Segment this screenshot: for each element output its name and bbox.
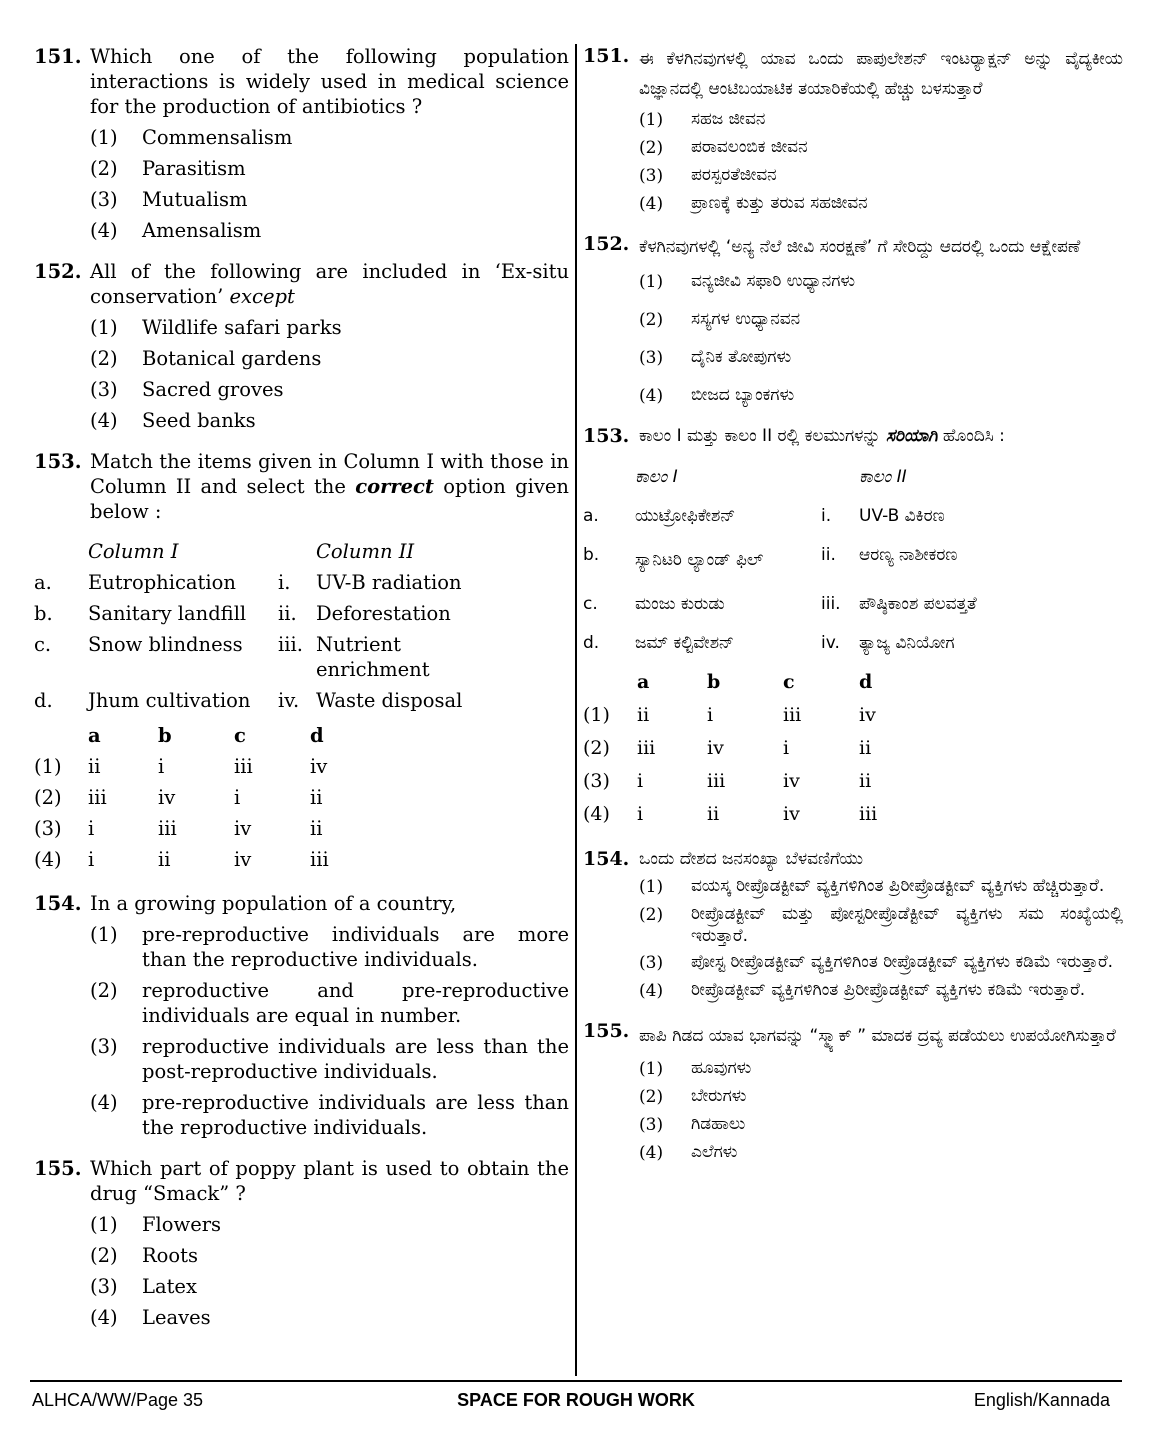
- answer-row: (2) iii iv i ii: [34, 786, 323, 809]
- column-header: Column I: [88, 540, 179, 563]
- option: (4) Seed banks: [90, 409, 256, 432]
- answer-table: a b c d (1) ii i iii iv (2) iii iv i ii (3) i iii iv ii (4) i ii iv iii: [583, 666, 877, 831]
- question-stem: ಪಾಪಿ ಗಿಡದ ಯಾವ ಭಾಗವನ್ನು “ಸ್ಮ್ಯಾಕ್ ” ಮಾದಕ ದ್ರವ್ಯ ಪಡೆಯಲು ಉಪಯೋಗಿಸುತ್ತಾರೆ: [639, 1026, 1116, 1046]
- option: (2) ಬೇರುಗಳು: [639, 1086, 747, 1107]
- english-column: [34, 44, 569, 1346]
- table-row: b. ಸ್ಯಾನಿಟರಿ ಲ್ಯಾಂಡ್ ಫಿಲ್ ii. ಆರಣ್ಯ ನಾಶೀಕರಣ: [583, 545, 958, 570]
- question-151-kannada: [583, 44, 1123, 216]
- table-row: d. Jhum cultivation iv. Waste disposal: [34, 689, 463, 712]
- answer-row: (2) iii iv i ii: [583, 737, 872, 759]
- question-153: [34, 449, 569, 875]
- answer-row: (4) i ii iv iii: [34, 848, 329, 871]
- footer-rule: [30, 1380, 1122, 1382]
- match-table: [34, 536, 476, 716]
- question-stem: ಕಾಲಂ I ಮತ್ತು ಕಾಲಂ II ರಲ್ಲಿ ಕಲಮುಗಳನ್ನು ಸರಿಯಾಗಿ ಹೊಂದಿಸಿ :: [639, 426, 1005, 446]
- option: (3) ಗಿಡಹಾಲು: [639, 1114, 746, 1135]
- question-number: 152.: [34, 260, 82, 283]
- option: (1) Commensalism: [90, 126, 293, 149]
- option: (4) Leaves: [90, 1306, 211, 1329]
- table-row: a. ಯುಟ್ರೋಫಿಕೇಶನ್ i. UV-B ವಿಕಿರಣ: [583, 506, 945, 526]
- option: (3) ಪರಸ್ಪರತೆಜೀವನ: [639, 165, 777, 186]
- column-header: ಕಾಲಂ II: [859, 467, 907, 487]
- option: (4) Amensalism: [90, 219, 262, 242]
- option: (3) Latex: [90, 1275, 197, 1298]
- option: (4) ಪ್ರಾಣಕ್ಕೆ ಕುತ್ತು ತರುವ ಸಹಜೀವನ: [639, 193, 868, 214]
- option: (1) Wildlife safari parks: [90, 316, 342, 339]
- option: (2) Roots: [90, 1244, 199, 1267]
- answer-row: (3) i iii iv ii: [34, 817, 323, 840]
- question-number: 151.: [583, 45, 630, 67]
- answer-row: (3) i iii iv ii: [583, 770, 872, 792]
- language-label: English/Kannada: [973, 1390, 1110, 1410]
- question-151: [34, 44, 569, 243]
- answer-row: (1) ii i iii iv: [583, 704, 876, 726]
- option: (2) Parasitism: [90, 157, 246, 180]
- question-stem: ಕೆಳಗಿನವುಗಳಲ್ಲಿ ‘ಅನ್ಯ ನೆಲೆ ಜೀವಿ ಸಂರಕ್ಷಣೆ’ ಗೆ ಸೇರಿದ್ದು ಆದರಲ್ಲಿ ಒಂದು ಆಕ್ಷೇಪಣೆ: [639, 237, 1081, 257]
- question-152-kannada: [583, 232, 1123, 408]
- kannada-column: [583, 44, 1123, 1181]
- match-table: [583, 462, 977, 658]
- question-155: [34, 1156, 569, 1330]
- answer-row: (1) ii i iii iv: [34, 755, 328, 778]
- question-155-kannada: [583, 1019, 1123, 1165]
- question-154: [34, 891, 569, 1140]
- table-row: a. Eutrophication i. UV-B radiation: [34, 571, 462, 594]
- page-code: ALHCA/WW/Page 35: [32, 1390, 204, 1410]
- question-number: 154.: [34, 892, 82, 915]
- table-row: d. ಜಮ್ ಕಲ್ಟಿವೇಶನ್ iv. ತ್ಯಾಜ್ಯ ವಿನಿಯೋಗ: [583, 633, 955, 653]
- question-number: 155.: [34, 1157, 82, 1180]
- option: (4) ಬೀಜದ ಬ್ಯಾಂಕಗಳು: [639, 385, 795, 406]
- option: (2) ಪರಾವಲಂಬಿಕ ಜೀವನ: [639, 137, 808, 158]
- option: (3) Sacred groves: [90, 378, 284, 401]
- question-number: 153.: [34, 450, 82, 473]
- question-stem: Which one of the following population interactions is widely used in medical science for the production of antibiotics ?: [90, 45, 569, 118]
- option: (2) ರೀಪ್ರೊಡಕ್ಟೀವ್ ಮತ್ತು ಪೋಸ್ಟರೀಪ್ರೊಡೆಕ್ಟೀವ್ ವ್ಯಕ್ತಿಗಳು ಸಮ ಸಂಖ್ಯೆಯಲ್ಲಿ ಇರುತ್ತಾರೆ.: [639, 904, 1123, 946]
- question-stem: All of the following are included in ‘Ex-situ conservation’ except: [90, 260, 569, 308]
- question-stem: Which part of poppy plant is used to obtain the drug “Smack” ?: [90, 1157, 569, 1205]
- option: (1) Flowers: [90, 1213, 222, 1236]
- question-number: 155.: [583, 1020, 630, 1042]
- option: (2) ಸಸ್ಯಗಳ ಉಧ್ಯಾನವನ: [639, 309, 801, 330]
- option: (2) reproductive and pre-reproductive individuals are equal in number.: [90, 979, 569, 1027]
- question-152: [34, 259, 569, 433]
- question-number: 151.: [34, 45, 82, 68]
- option: (3) ಪೋಸ್ಟ ರೀಪ್ರೊಡಕ್ಟೀವ್ ವ್ಯಕ್ತಿಗಳಿಗಿಂತ ರೀಪ್ರೊಡಕ್ಟೀವ್ ವ್ಯಕ್ತಿಗಳು ಕಡಿಮೆ ಇರುತ್ತಾರೆ.: [639, 952, 1114, 973]
- question-154-kannada: [583, 847, 1123, 1003]
- column-header: Column II: [316, 540, 415, 563]
- option: (1) ವನ್ಯಜೀವಿ ಸಫಾರಿ ಉಧ್ಯಾನಗಳು: [639, 271, 856, 292]
- answer-table: a b c d (1) ii i iii iv (2) iii iv i ii (3) i iii iv ii (4) i ii iv iii: [34, 720, 329, 875]
- option: (3) ದೈನಿಕ ತೋಪುಗಳು: [639, 347, 792, 368]
- table-row: b. Sanitary landfill ii. Deforestation: [34, 602, 451, 625]
- option: (1) pre-reproductive individuals are more than the reproductive individuals.: [90, 923, 569, 971]
- option: (1) ಹೂವುಗಳು: [639, 1058, 752, 1079]
- question-stem: ಈ ಕೆಳಗಿನವುಗಳಲ್ಲಿ ಯಾವ ಒಂದು ಪಾಪುಲೇಶನ್ ಇಂಟರ್‍ಯಾಕ್ಷನ್ ಅನ್ನು ವೈದ್ಯಕೀಯ ವಿಜ್ಞಾನದಲ್ಲಿ ಆಂಟಿಬಯಾಟಿಕ ತಯಾರಿಕೆಯಲ್ಲಿ ಹೆಚ್ಚು ಬಳಸುತ್ತಾರೆ: [639, 49, 1123, 99]
- option: (3) reproductive individuals are less than the post-reproductive individuals.: [90, 1035, 569, 1083]
- option: (4) ರೀಪ್ರೊಡಕ್ಟೀವ್ ವ್ಯಕ್ತಿಗಳಿಗಿಂತ ಪ್ರಿರೀಪ್ರೊಡಕ್ಟೀವ್ ವ್ಯಕ್ತಿಗಳು ಕಡಿಮೆ ಇರುತ್ತಾರೆ.: [639, 980, 1086, 1001]
- question-number: 152.: [583, 233, 630, 255]
- option: (2) Botanical gardens: [90, 347, 322, 370]
- option: (1) ಸಹಜ ಜೀವನ: [639, 109, 766, 130]
- answer-row: (4) i ii iv iii: [583, 803, 878, 825]
- option: (4) ಎಲೆಗಳು: [639, 1142, 738, 1163]
- option: (3) Mutualism: [90, 188, 248, 211]
- question-stem: ಒಂದು ದೇಶದ ಜನಸಂಖ್ಯಾ ಬೆಳವಣಿಗೆಯು: [639, 849, 863, 869]
- column-header: ಕಾಲಂ I: [635, 467, 678, 487]
- rough-work-label: SPACE FOR ROUGH WORK: [457, 1390, 695, 1410]
- option: (4) pre-reproductive individuals are less than the reproductive individuals.: [90, 1091, 569, 1139]
- table-row: c. Snow blindness iii. Nutrient enrichment: [34, 633, 430, 681]
- question-stem: Match the items given in Column I with those in Column II and select the correct option given below :: [90, 450, 569, 523]
- question-number: 153.: [583, 425, 630, 447]
- question-number: 154.: [583, 848, 630, 870]
- question-stem: In a growing population of a country,: [90, 892, 457, 915]
- column-divider: [575, 44, 577, 1376]
- table-row: c. ಮಂಜು ಕುರುಡು iii. ಪೌಷ್ಠಿಕಾಂಶ ಪಲವತ್ತತೆ: [583, 594, 977, 614]
- question-153-kannada: [583, 424, 1123, 831]
- option: (1) ವಯಸ್ಕ ರೀಪ್ರೊಡಕ್ಟೀವ್ ವ್ಯಕ್ತಿಗಳಿಗಿಂತ ಪ್ರಿರೀಪ್ರೊಡಕ್ಟೀವ್ ವ್ಯಕ್ತಿಗಳು ಹೆಚ್ಚಿರುತ್ತಾರೆ.: [639, 876, 1105, 897]
